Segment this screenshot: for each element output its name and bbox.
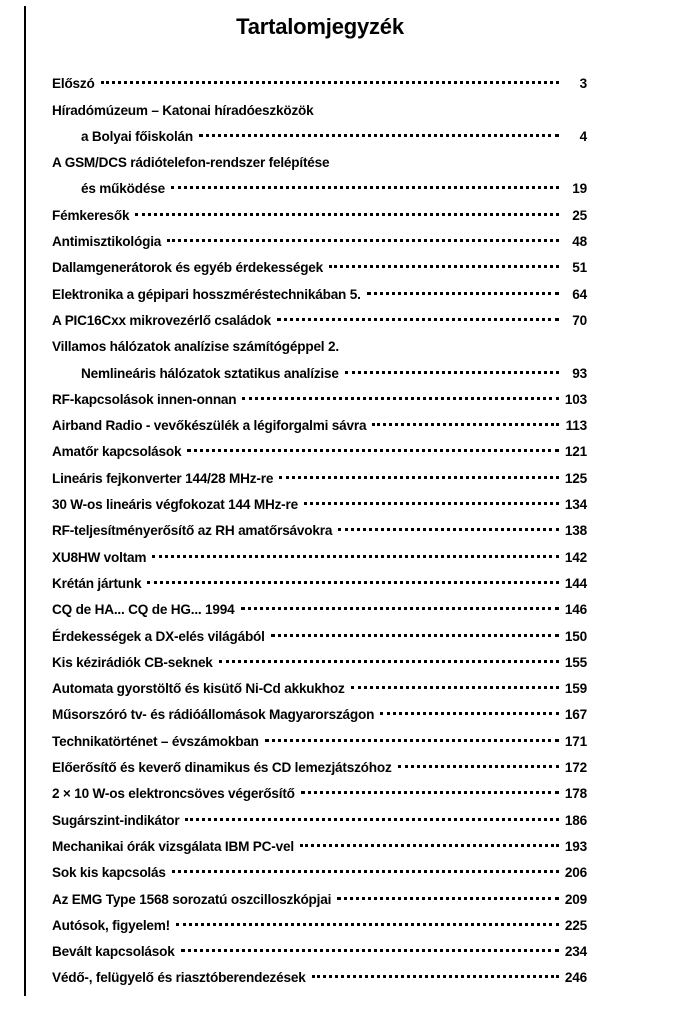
toc-entry-title: Mechanikai órák vizsgálata IBM PC-vel [52,838,294,854]
dot-leader [345,357,559,374]
toc-entry-page: 146 [564,602,587,618]
dot-leader [152,541,559,558]
dot-leader [171,172,559,189]
toc-entry-title: Autósok, figyelem! [52,917,171,933]
toc-entry-title: A PIC16Cxx mikrovezérlő családok [52,312,272,328]
toc-entry-title: Antimisztikológia [52,234,162,250]
toc-entry-title: Védő-, felügyelő és riasztóberendezések [52,970,306,986]
toc-entry-title: Elektronika a gépipari hosszméréstechnikában 5. [52,286,361,302]
dot-leader [380,698,559,715]
toc-entry-page: 121 [564,444,587,460]
toc-entry [52,332,587,358]
toc-entry [52,253,587,279]
dot-leader [199,120,559,137]
dot-leader [241,593,559,610]
toc-entry-title: RF-kapcsolások innen-onnan [52,391,237,407]
dot-leader [185,804,558,821]
toc-entry-page: 93 [572,365,587,381]
toc-entry-page: 70 [572,312,587,328]
toc-entry-title: Amatőr kapcsolások [52,444,182,460]
toc-entry-page: 113 [565,418,587,434]
dot-leader [167,225,559,242]
toc-entry [52,937,587,963]
toc-entry-page: 3 [579,76,587,92]
toc-entry-page: 234 [564,944,587,960]
toc-entry [52,411,587,437]
dot-leader [265,725,559,742]
toc-entry-title: Érdekességek a DX-elés világából [52,628,265,644]
toc-entry-page: 159 [564,681,587,697]
toc-entry-page: 4 [579,128,587,144]
dot-leader [172,856,559,873]
toc-entry [52,148,587,174]
dot-leader [219,646,559,663]
toc-entry-title: Műsorszóró tv- és rádióállomások Magyarországon [52,707,375,723]
toc-entry-title: Lineáris fejkonverter 144/28 MHz-re [52,470,274,486]
dot-leader [135,199,559,216]
toc-entry [52,200,587,226]
toc-entry-page: 150 [564,628,587,644]
toc-entry-title: Sok kis kapcsolás [52,865,166,881]
toc-entry-title: CQ de HA... CQ de HG... 1994 [52,602,235,618]
toc-entry [52,832,587,858]
toc-entry-title: Híradómúzeum – Katonai híradóeszközök [52,102,314,118]
toc-entry [52,595,587,621]
toc-entry [52,753,587,779]
dot-leader [101,67,559,84]
toc-entry-title: RF-teljesítményerősítő az RH amatőrsávokra [52,523,333,539]
toc-entry [52,779,587,805]
toc-entry [52,648,587,674]
toc-entry [52,95,587,121]
dot-leader [271,620,559,637]
toc-entry-title: és működése [81,181,165,197]
toc-entry [52,858,587,884]
left-margin-rule [24,6,26,996]
toc-entry-title: Dallamgenerátorok és egyéb érdekességek [52,260,324,276]
toc-entry-page: 64 [572,286,587,302]
toc-entry-title: 2 × 10 W-os elektroncsöves végerősítő [52,786,295,802]
toc-entry [52,542,587,568]
dot-leader [337,883,559,900]
toc-entry-title: 30 W-os lineáris végfokozat 144 MHz-re [52,497,298,513]
toc-entry-title: Krétán jártunk [52,575,142,591]
toc-entry-page: 48 [572,234,587,250]
dot-leader [372,409,559,426]
dot-leader [398,751,559,768]
toc-entry-page: 186 [564,812,587,828]
toc-entry-page: 142 [564,549,587,565]
dot-leader [312,961,559,978]
table-of-contents [52,69,587,989]
dot-leader [181,935,559,952]
dot-leader [176,909,559,926]
toc-entry-title: Előerősítő és keverő dinamikus és CD lemezjátszóhoz [52,760,392,776]
toc-entry [52,174,587,200]
toc-entry [52,490,587,516]
toc-entry-page: 138 [564,523,587,539]
toc-entry [52,700,587,726]
toc-entry-title: Villamos hálózatok analízise számítógéppel 2. [52,339,339,355]
toc-entry-title: Kis kézirádiók CB-seknek [52,654,213,670]
toc-entry [52,621,587,647]
toc-entry-page: 172 [564,760,587,776]
dot-leader [187,435,559,452]
toc-entry [52,463,587,489]
toc-entry [52,385,587,411]
toc-entry [52,358,587,384]
toc-entry [52,911,587,937]
toc-entry-page: 209 [564,891,587,907]
toc-entry [52,437,587,463]
toc-entry [52,279,587,305]
dot-leader [329,251,559,268]
toc-entry [52,516,587,542]
toc-entry [52,963,587,989]
toc-entry-page: 144 [564,575,587,591]
page-title: Tartalomjegyzék [236,14,404,39]
dot-leader [301,777,559,794]
toc-entry-title: Automata gyorstöltő és kisütő Ni-Cd akkukhoz [52,681,345,697]
toc-entry-page: 25 [572,207,587,223]
toc-entry [52,884,587,910]
toc-entry-title: Sugárszint-indikátor [52,812,180,828]
toc-entry-page: 246 [564,970,587,986]
toc-entry-title: a Bolyai főiskolán [81,128,193,144]
toc-entry-page: 134 [564,497,587,513]
toc-entry [52,805,587,831]
toc-entry [52,674,587,700]
toc-entry-title: Technikatörténet – évszámokban [52,733,259,749]
toc-entry-page: 167 [564,707,587,723]
toc-entry-page: 178 [564,786,587,802]
dot-leader [300,830,559,847]
toc-entry-page: 206 [564,865,587,881]
toc-entry [52,227,587,253]
dot-leader [242,383,559,400]
dot-leader [338,514,559,531]
dot-leader [367,278,559,295]
toc-entry-title: Fémkeresők [52,207,130,223]
dot-leader [304,488,559,505]
toc-entry-page: 171 [564,733,587,749]
toc-entry [52,69,587,95]
toc-entry-page: 155 [564,654,587,670]
toc-entry-title: Airband Radio - vevőkészülék a légiforgalmi sávra [52,418,367,434]
dot-leader [351,672,559,689]
toc-entry-title: Bevált kapcsolások [52,944,175,960]
toc-entry-page: 51 [572,260,587,276]
toc-entry-title: XU8HW voltam [52,549,147,565]
toc-entry-page: 125 [564,470,587,486]
dot-leader [147,567,559,584]
toc-entry-title: Nemlineáris hálózatok sztatikus analízise [81,365,339,381]
dot-leader [279,462,559,479]
toc-entry-title: Az EMG Type 1568 sorozatú oszcilloszkópjai [52,891,332,907]
toc-entry [52,726,587,752]
toc-entry-title: A GSM/DCS rádiótelefon-rendszer felépítése [52,155,330,171]
toc-entry [52,122,587,148]
toc-entry-page: 193 [564,838,587,854]
toc-entry-title: Előszó [52,76,95,92]
toc-entry-page: 19 [572,181,587,197]
toc-entry-page: 225 [564,917,587,933]
toc-entry [52,569,587,595]
toc-entry [52,306,587,332]
toc-entry-page: 103 [564,391,587,407]
dot-leader [277,304,559,321]
